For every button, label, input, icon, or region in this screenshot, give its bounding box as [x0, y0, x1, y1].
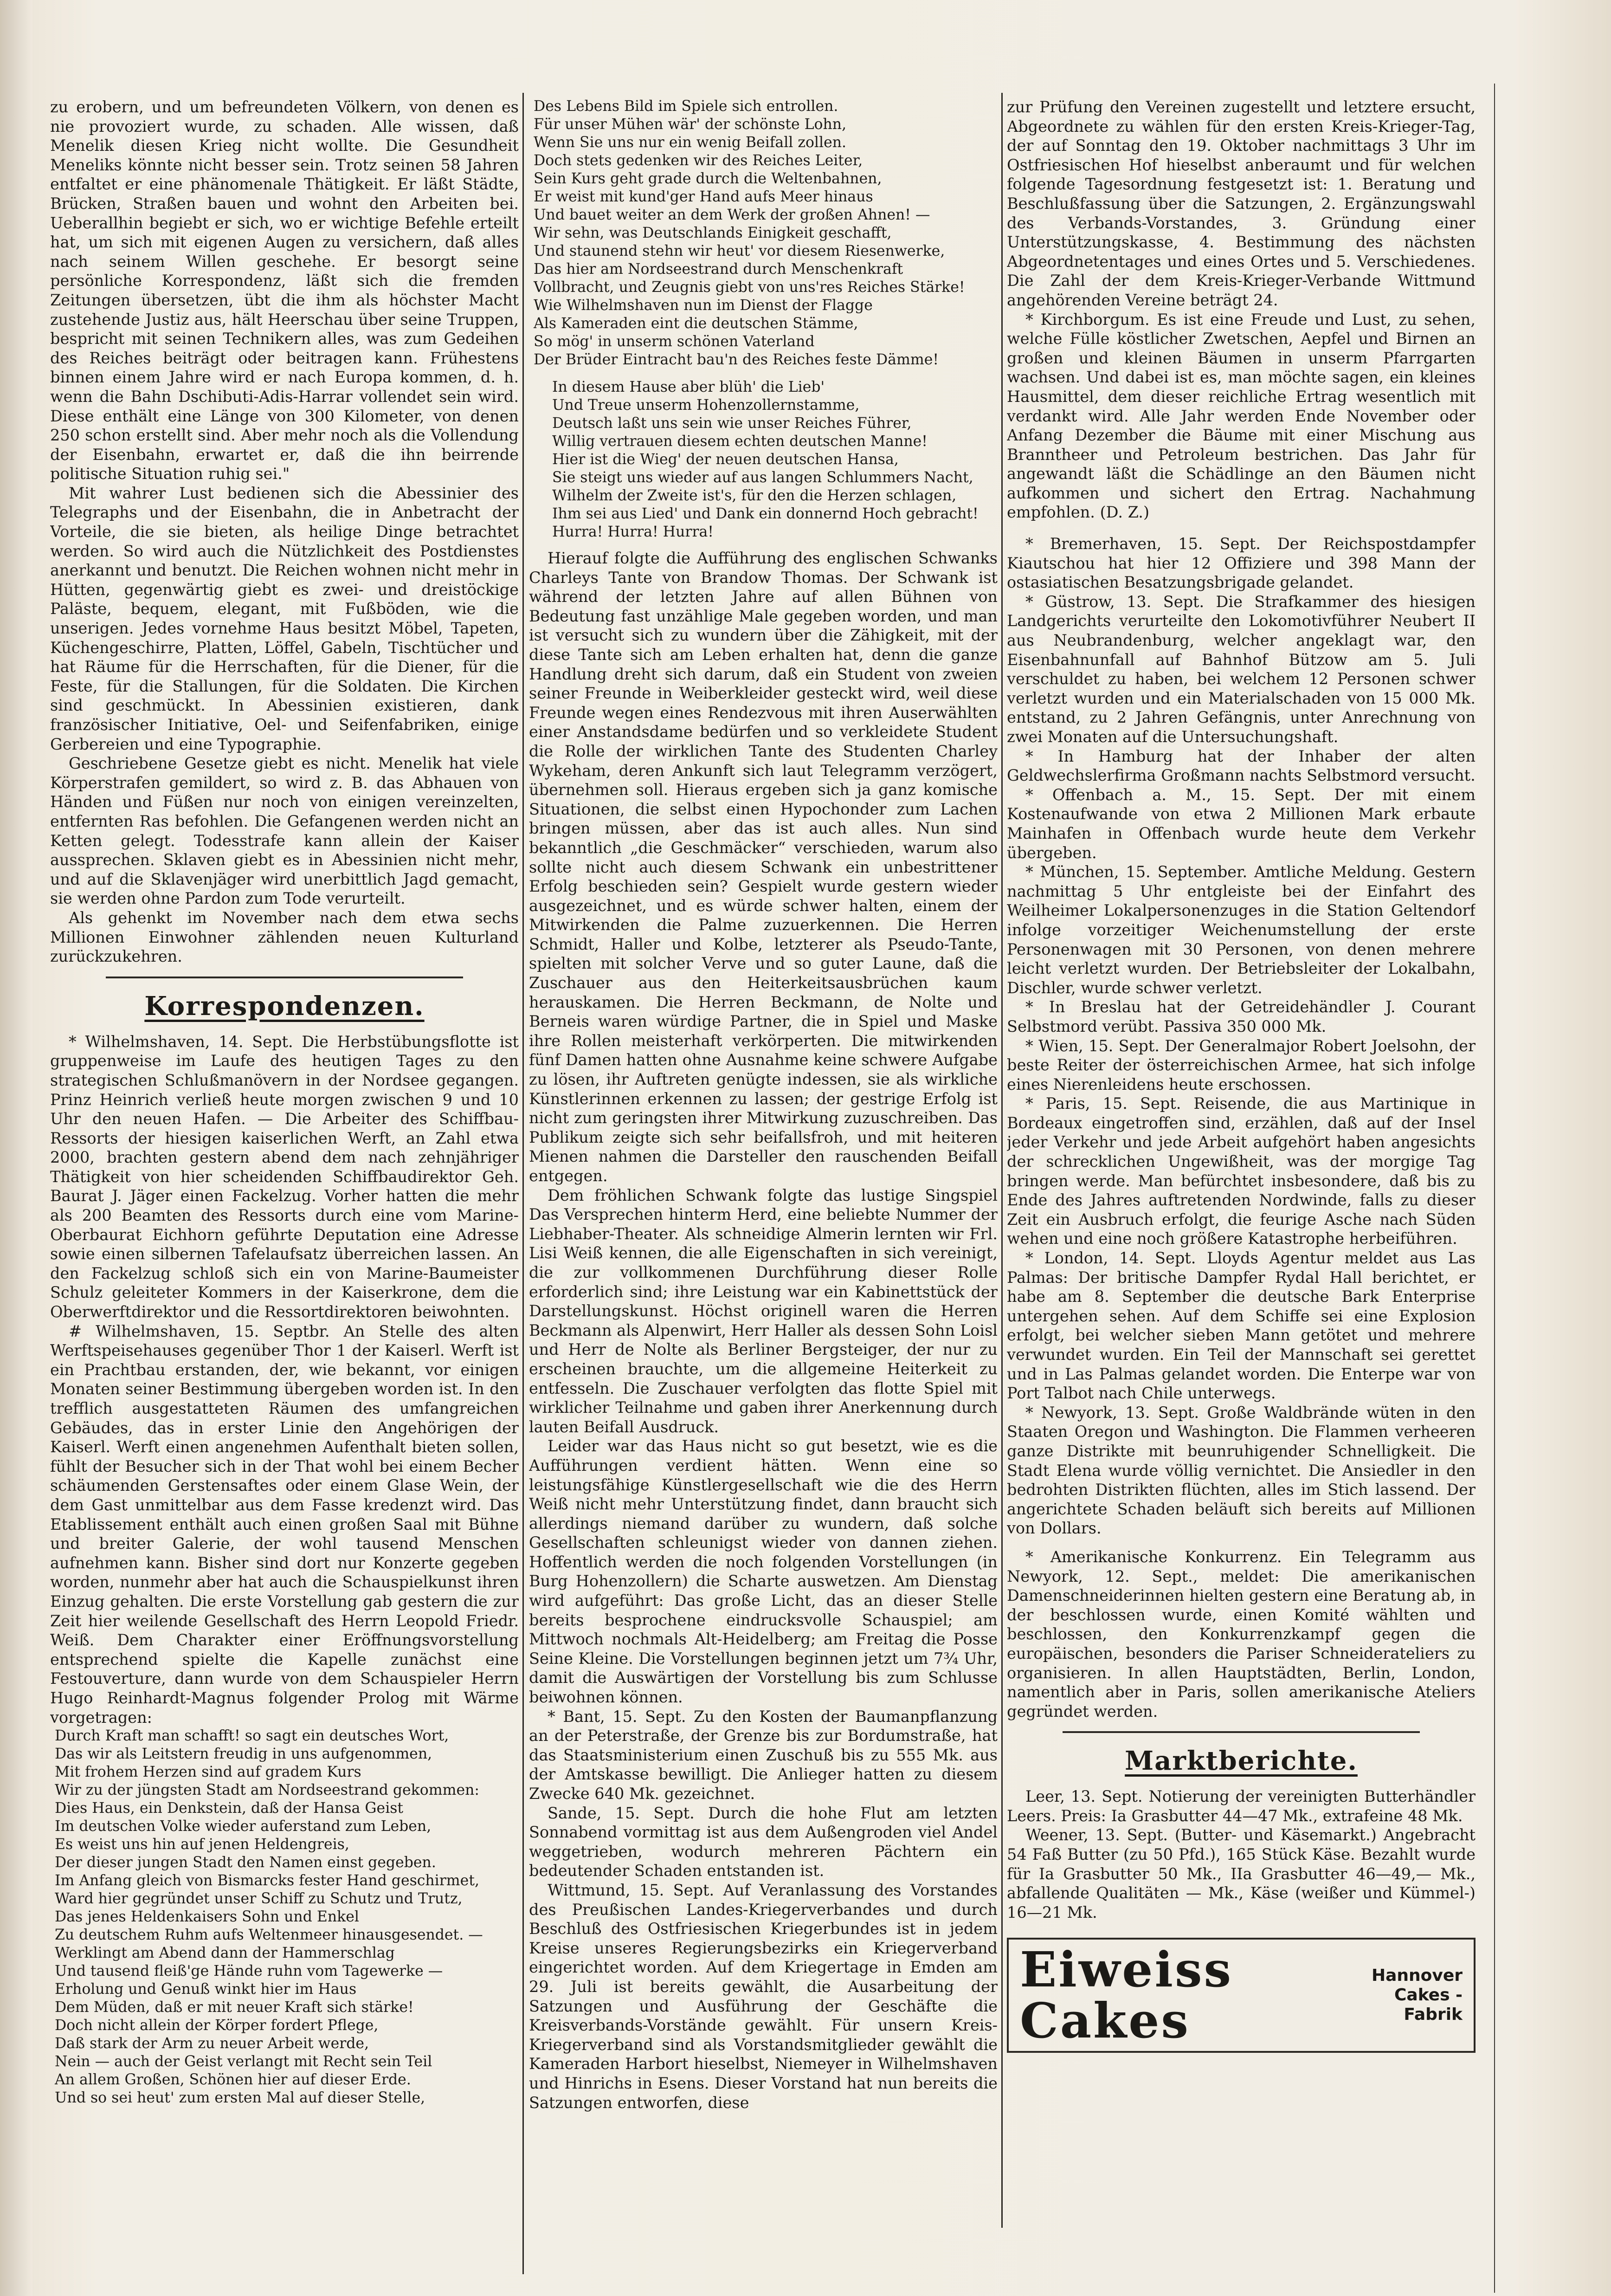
news-item-bremerhaven: * Bremerhaven, 15. Sept. Der Reichspostdampfer Kiautschou hat hier 12 Offiziere und 398 Mann der ostasiatischen Besatzungsbrigade gelandet. — [1007, 535, 1476, 592]
news-item-hamburg: * In Hamburg hat der Inhaber der alten Geldwechslerfirma Großmann nachts Selbstmord versucht. — [1007, 747, 1476, 785]
verse-line: Vollbracht, und Zeugnis giebt von uns'res Reiches Stärke! — [534, 279, 965, 296]
review-charleys-tante: Hierauf folgte die Aufführung des englischen Schwanks Charleys Tante von Brandow Thomas. Der Schwank ist während der letzten Jahre auf allen Bühnen von Bedeutung fast unzählige Male gegeben worden, und man ist versucht sich zu wundern über die Zähigkeit, mit der diese Tante sich am Leben erhalten hat, denn die ganze Handlung dreht sich darum, daß ein Student von zweien seiner Freunde in Weiberkleider gesteckt wird, weil diese Freunde wegen eines Rendezvous mit ihren Auserwählten einer Anstandsdame bedürfen und so verkleidete Student die Rolle der wirklichen Tante des Studenten Charley Wykeham, deren Ankunft sich laut Telegramm verzögert, übernehmen soll. Hieraus ergeben sich ja ganz komische Situationen, die selbst einen Hypochonder zum Lachen bringen müssen, aber das ist auch alles. Nun sind bekanntlich „die Geschmäcker“ verschieden, warum also sollte nicht auch diesem Schwank ein unbestrittener Erfolg beschieden sein? Gespielt wurde gestern wieder ausgezeichnet, und es würde schwer halten, einem der Mitwirkenden die Palme zuzuerkennen. Die Herren Schmidt, Haller und Kolbe, letzterer als Pseudo-Tante, spielten mit solcher Verve und so guter Laune, daß die Zuschauer aus den Heiterkeitsausbrüchen kaum herauskamen. Die Herren Beckmann, de Nolte und Berneis waren würdige Partner, die in Spiel und Maske ihre Rollen meisterhaft verkörperten. Die mitwirkenden fünf Damen hatten ohne Ausnahme keine schwere Aufgabe zu lösen, ihr Auftreten genügte indessen, sie als wirkliche Künstlerinnen erkennen zu lassen; der gestrige Erfolg ist nicht zum geringsten ihrer Mitwirkung zuzuschreiben. Das Publikum zeigte sich sehr beifallsfroh, und mit heiteren Mienen nahmen die Darsteller den rauschenden Beifall entgegen. — [529, 549, 998, 1185]
advertisement-eiweiss-cakes — [1007, 1938, 1476, 2053]
verse-line: Zu deutschem Ruhm aufs Weltenmeer hinausgesendet. — — [55, 1927, 483, 1944]
verse-line: Hurra! Hurra! Hurra! — [552, 524, 714, 540]
verse-line: Als Kameraden eint die deutschen Stämme, — [534, 315, 858, 332]
verse-line: Und staunend stehn wir heut' vor diesem Riesenwerke, — [534, 243, 945, 259]
news-item-guestrow: * Güstrow, 13. Sept. Die Strafkammer des hiesigen Landgerichts verurteilte den Lokomotivführer Neubert II aus Neubrandenburg, welcher angeklagt war, den Eisenbahnunfall auf Bahnhof Bützow am 5. Juli verschuldet zu haben, bei welchem 12 Personen schwer verletzt wurden und ein Materialschaden von 15 000 Mk. entstand, zu 2 Jahren Gefängnis, unter Anrechnung von zwei Monaten auf die Untersuchungshaft. — [1007, 592, 1476, 746]
verse-line: Willig vertrauen diesem echten deutschen Manne! — [552, 433, 928, 450]
verse-line: Erholung und Genuß winkt hier im Haus — [55, 1981, 357, 1998]
verse-line: Doch stets gedenken wir des Reiches Leiter, — [534, 152, 863, 169]
article-paragraph: zu erobern, und um befreundeten Völkern, von denen es nie provoziert wurde, zu schaden. Alle wissen, daß Menelik diesen Krieg nicht wollte. Die Gesundheit Meneliks könnte nicht besser sein. Trotz seinen 58 Jahren entfaltet er eine phänomenale Thätigkeit. Er läßt Städte, Brücken, Straßen bauen und wohnt den Arbeiten bei. Ueberallhin begiebt er sich, wo er wichtige Befehle erteilt hat, um sich mit eigenen Augen zu versichern, daß alles nach seinem Willen geschehe. Er besorgt seine persönliche Korrespondenz, läßt sich die fremden Zeitungen übersetzen, übt die ihm als höchster Macht zustehende Justiz aus, hält Heerschau über seine Truppen, bespricht mit seinen Technikern alles, was zum Gedeihen des Reiches beiträgt oder beitragen kann. Frühestens binnen einem Jahre wird er nach Europa kommen, d. h. wenn die Bahn Dschibuti-Adis-Harrar vollendet sein wird. Diese enthält eine Länge von 300 Kilometer, von denen 250 schon erstellt sind. Aber mehr noch als die Vollendung der Eisenbahn, erwartet er, daß die ihn beirrende politische Situation ruhig sei." — [50, 98, 519, 483]
verse-line: Wir zu der jüngsten Stadt am Nordseestrand gekommen: — [55, 1782, 479, 1799]
article-paragraph: Mit wahrer Lust bedienen sich die Abessinier des Telegraphs und der Eisenbahn, die in Anbetracht der Vorteile, die sie bieten, als heilige Dinge betrachtet werden. So wird auch die Nützlichkeit des Postdienstes anerkannt und benutzt. Die Reichen wohnen nicht mehr in Hütten, gegenwärtig giebt es zwei- und dreistöckige Paläste, bequem, elegant, mit Fußböden, wie die unserigen. Jedes vornehme Haus besitzt Möbel, Tapeten, Küchengeschirre, Platten, Löffel, Gabeln, Tischtücher und hat Räume für die Herrschaften, für die Diener, für die Feste, für die Stallungen, für die Soldaten. Die Kirchen sind geschmückt. In Abessinien existieren, dank französischer Initiative, Oel- und Seifenfabriken, einige Gerbereien und eine Typographie. — [50, 484, 519, 753]
verse-line: Im Anfang gleich von Bismarcks fester Hand geschirmet, — [55, 1872, 479, 1889]
news-item-breslau: * In Breslau hat der Getreidehändler J. Courant Selbstmord verübt. Passiva 350 000 Mk. — [1007, 998, 1476, 1035]
verse-line: Das wir als Leitstern freudig in uns aufgenommen, — [55, 1746, 432, 1763]
verse-line: Der Brüder Eintracht bau'n des Reiches feste Dämme! — [534, 351, 939, 368]
verse-line: Das hier am Nordseestrand durch Menschenkraft — [534, 261, 903, 278]
verse-line: Des Lebens Bild im Spiele sich entrollen. — [534, 98, 838, 115]
news-item-wilhelmshaven-2: # Wilhelmshaven, 15. Septbr. An Stelle des alten Werftspeisehauses gegenüber Thor 1 der Kaiserl. Werft ist ein Prachtbau erstanden, der, wie bekannt, vor einigen Monaten seiner Bestimmung übergeben worden ist. In den trefflich ausgestatteten Räumen des umfangreichen Gebäudes, das in erster Linie den Angehörigen der Kaiserl. Werft einen angenehmen Aufenthalt bieten sollen, fühlt der Besucher sich in der That wohl bei einem Becher schäumenden Gerstensaftes oder einem Glase Wein, der dem Gast unmittelbar aus dem Fasse kredenzt wird. Das Etablissement enthält auch einen großen Saal mit Bühne und breiter Galerie, der wohl tausend Menschen aufnehmen kann. Bisher sind dort nur Konzerte gegeben worden, nunmehr aber hat auch die Schauspielkunst ihren Einzug gehalten. Die erste Vorstellung gab gestern die zur Zeit hier weilende Gesellschaft des Herrn Leopold Friedr. Weiß. Dem Charakter einer Eröffnungsvorstellung entsprechend spielte die Kapelle zunächst eine Festouverture, dann wurde von dem Schauspieler Herrn Hugo Reinhardt-Magnus folgender Prolog mit Wärme vorgetragen: — [50, 1322, 519, 1727]
verse-line: Für unser Mühen wär' der schönste Lohn, — [534, 116, 847, 133]
column-3 — [1007, 97, 1476, 2296]
verse-line: Wenn Sie uns nur ein wenig Beifall zollen. — [534, 134, 847, 151]
article-paragraph: Geschriebene Gesetze giebt es nicht. Menelik hat viele Körperstrafen gemildert, so wird z. B. das Abhauen von Händen und Füßen nur noch von einigen vereinzelten, entfernten Ras befohlen. Die Gefangenen werden nicht an Ketten gelegt. Todesstrafe kann allein der Kaiser aussprechen. Sklaven giebt es in Abessinien nicht mehr, und auf die Sklavenjäger wird unerbittlich Jagd gemacht, sie werden ohne Pardon zum Tode verurteilt. — [50, 754, 519, 908]
verse-line: Mit frohem Herzen sind auf gradem Kurs — [55, 1764, 361, 1781]
section-divider — [106, 977, 463, 978]
ad-city: Hannover — [1371, 1966, 1463, 1986]
verse-line: Es weist uns hin auf jenen Heldengreis, — [55, 1836, 349, 1853]
article-paragraph: zur Prüfung den Vereinen zugestellt und letztere ersucht, Abgeordnete zu wählen für den ersten Kreis-Krieger-Tag, der auf Sonntag den 19. Oktober nachmittags 3 Uhr im Ostfriesischen Hof hieselbst anberaumt und für welchen folgende Tagesordnung festgesetzt ist: 1. Beratung und Beschlußfassung über die Satzungen, 2. Ergänzungswahl des Verbands-Vorstandes, 3. Gründung einer Unterstützungskasse, 4. Bestimmung des nächsten Abgeordnetentages und eines Ortes und 5. Verschiedenes. Die Zahl der dem Kreis-Krieger-Verbande Wittmund angehörenden Vereine beträgt 24. — [1007, 98, 1476, 309]
section-heading-correspondence: Korrespondenzen. — [144, 990, 425, 1022]
verse-line: Sie steigt uns wieder auf aus langen Schlummers Nacht, — [552, 469, 973, 486]
ad-company — [1353, 1966, 1463, 2024]
news-item-kirchborgum: * Kirchborgum. Es ist eine Freude und Lust, zu sehen, welche Fülle köstlicher Zwetschen, Aepfel und Birnen an großen und kleinen Bäumen in unserm Pfarrgarten wachsen. Und dabei ist es, man möchte sagen, ein kleines Hausmittel, dem dieser reichliche Ertrag wesentlich mit verdankt wird. Alle Jahr werden Ende November oder Anfang Dezember die Bäume mit einer Mischung aus Branntheer und Petroleum bestrichen. Das Jahr für angewandt läßt die Schädlinge an den Bäumen nicht aufkommen und sichert den Ertrag. Nachahmung empfohlen. (D. Z.) — [1007, 310, 1476, 522]
verse-line: Doch nicht allein der Körper fordert Pflege, — [55, 2017, 379, 2034]
news-item-london: * London, 14. Sept. Lloyds Agentur meldet aus Las Palmas: Der britische Dampfer Rydal Hall berichtet, er habe am 8. September die deutsche Bark Enterprise untergehen sehen. Auf dem Schiffe sei eine Explosion erfolgt, bei welcher sieben Mann getötet und mehrere verwundet wurden. Ein Teil der Mannschaft sei gerettet und in Las Palmas gelandet worden. Die Enterpe war von Port Talbot nach Chile unterwegs. — [1007, 1249, 1476, 1403]
ad-logo-text: Eiweiss Cakes — [1020, 1941, 1233, 2050]
review-singspiel: Dem fröhlichen Schwank folgte das lustige Singspiel Das Versprechen hinterm Herd, eine beliebte Nummer der Liebhaber-Theater. Als schneidige Almerin lernten wir Frl. Lisi Weiß kennen, die alle Eigenschaften in sich vereinigt, die zur vollkommenen Durchführung dieser Rolle erforderlich sind; ihre Leistung war ein Kabinettstück der Darstellungskunst. Höchst originell waren die Herren Beckmann als Alpenwirt, Herr Haller als dessen Sohn Loisl und Herr de Nolte als Berliner Bergsteiger, der nur zu erscheinen brauchte, um die allgemeine Heiterkeit zu entfesseln. Die Zuschauer verfolgten das flotte Spiel mit wirklicher Teilnahme und gaben ihrer Anerkennung durch lauten Beifall Ausdruck. — [529, 1186, 998, 1436]
verse-line: Und bauet weiter an dem Werk der großen Ahnen! — — [534, 207, 930, 223]
binding-shadow — [0, 0, 32, 2296]
news-item-muenchen: * München, 15. September. Amtliche Meldung. Gestern nachmittag 5 Uhr entgleiste bei der Einfahrt des Weilheimer Lokalpersonenzuges in die Station Geltendorf infolge vorzeitiger Weichenumstellung der erste Personenwagen mit 30 Personen, von denen mehrere leicht verletzt wurden. Der Betriebsleiter der Lokalbahn, Dischler, wurde schwer verletzt. — [1007, 863, 1476, 997]
article-paragraph: Als gehenkt im November nach dem etwa sechs Millionen Einwohner zählenden neuen Kulturland zurückzukehren. — [50, 908, 519, 966]
column-rule-2 — [1001, 93, 1003, 2228]
verse-line: Dem Müden, daß er mit neuer Kraft sich stärke! — [55, 1999, 414, 2016]
verse-line: Wilhelm der Zweite ist's, für den die Herzen schlagen, — [552, 487, 957, 504]
news-item-wittmund: Wittmund, 15. Sept. Auf Veranlassung des Vorstandes des Preußischen Landes-Kriegerverbandes und durch Beschluß des Ostfriesischen Kriegerbundes ist in jedem Kreise unseres Regierungsbezirks ein Kriegerverband eingerichtet worden. Auf dem Kriegertage in Emden am 29. Juli ist bereits gewählt, die Ausarbeitung der Satzungen und Ausführung der Geschäfte die Kreisverbands-Vorstände gewählt. Für unsern Kreis-Kriegerverband sind als Vorstandsmitglieder gewählt die Kameraden Harbort hieselbst, Niemeyer in Wilhelmshaven und Hinrichs in Esens. Dieser Vorstand hat nun bereits die Satzungen entworfen, diese — [529, 1881, 998, 2112]
verse-line: Ihm sei aus Lied' und Dank ein donnernd Hoch gebracht! — [552, 505, 979, 522]
column-1 — [50, 97, 519, 2296]
review-attendance: Leider war das Haus nicht so gut besetzt, wie es die Aufführungen verdient hätten. Wenn eine so leistungsfähige Künstlergesellschaft wie die des Herrn Weiß nicht mehr Unterstützung findet, dann braucht sich allerdings niemand darüber zu wundern, daß solche Gesellschaften schleunigst wieder von dannen ziehen. Hoffentlich werden die noch folgenden Vorstellungen (in Burg Hohenzollern) die Scharte auswetzen. Am Dienstag wird aufgeführt: Das große Licht, das an dieser Stelle bereits besprochene eindrucksvolle Schauspiel; am Mittwoch nochmals Alt-Heidelberg; am Freitag die Posse Seine Kleine. Die Vorstellungen beginnen jetzt um 7¾ Uhr, damit die Auswärtigen der Vorstellung bis zum Schlusse beiwohnen können. — [529, 1437, 998, 1707]
verse-line: Wie Wilhelmshaven nun im Dienst der Flagge — [534, 297, 873, 314]
news-item-american-competition: * Amerikanische Konkurrenz. Ein Telegramm aus Newyork, 12. Sept., meldet: Die amerikanischen Damenschneiderinnen hielten gestern eine Beratung ab, in der beschlossen wurde, einen Komité wählten und beschlossen, den Konkurrenzkampf gegen die europäischen, besonders die Pariser Schneiderateliers zu organisieren. In allen Hauptstädten, Berlin, London, namentlich aber in Paris, sollen amerikanische Ateliers gegründet werden. — [1007, 1547, 1476, 1720]
prolog-verse-final — [529, 378, 998, 541]
verse-line: Und Treue unserm Hohenzollernstamme, — [552, 397, 860, 414]
verse-line: Und so sei heut' zum ersten Mal auf dieser Stelle, — [55, 2089, 425, 2107]
market-weener: Weener, 13. Sept. (Butter- und Käsemarkt.) Angebracht 54 Faß Butter (zu 50 Pfd.), 165 Stück Käse. Bezahlt wurde für Ia Grasbutter 50 Mk., IIa Grasbutter 46—49,— Mk., abfallende Qualitäten — Mk., Käse (weißer und Kümmel-) 16—21 Mk. — [1007, 1826, 1476, 1921]
news-item-wilhelmshaven-1: * Wilhelmshaven, 14. Sept. Die Herbstübungsflotte ist gruppenweise im Laufe des heutigen Tages zu den strategischen Schlußmanövern in der Nordsee gegangen. Prinz Heinrich verließ heute morgen zwischen 9 und 10 Uhr den neuen Hafen. — Die Arbeiter des Schiffbau-Ressorts der hiesigen kaiserlichen Werft, an Zahl etwa 2000, brachten gestern abend dem nach zehnjähriger Thätigkeit von hier scheidenden Schiffbaudirektor Geh. Baurat J. Jäger einen Fackelzug. Vorher hatten die mehr als 200 Beamten des Ressorts durch eine vom Marine-Oberbaurat Eichhorn geführte Deputation eine Adresse sowie einen silbernen Tafelaufsatz überreichen lassen. An den Fackelzug schloß sich ein von Marine-Baumeister Schulz geleiteter Kommers in der Kaiserkrone, dem die Oberwerftdirektor und die Ressortdirektoren beiwohnten. — [50, 1032, 519, 1321]
page-edge-rule — [1494, 84, 1495, 2293]
verse-line: Hier ist die Wieg' der neuen deutschen Hansa, — [552, 451, 899, 468]
verse-line: Durch Kraft man schafft! so sagt ein deutsches Wort, — [55, 1727, 449, 1745]
section-heading-market-reports: Marktberichte. — [1125, 1746, 1358, 1777]
market-leer: Leer, 13. Sept. Notierung der vereinigten Butterhändler Leers. Preis: Ia Grasbutter 44—47 Mk., extrafeine 48 Mk. — [1007, 1787, 1476, 1825]
verse-line: Sein Kurs geht grade durch die Weltenbahnen, — [534, 170, 882, 187]
verse-line: Das jenes Heldenkaisers Sohn und Enkel — [55, 1908, 359, 1926]
news-item-wien: * Wien, 15. Sept. Der Generalmajor Robert Joelsohn, der beste Reiter der österreichischen Armee, hat sich infolge eines Nierenleidens heute erschossen. — [1007, 1036, 1476, 1093]
verse-line: Und tausend fleiß'ge Hände ruhn vom Tagewerke — — [55, 1963, 443, 1980]
news-item-sande: Sande, 15. Sept. Durch die hohe Flut am letzten Sonnabend vormittag ist aus dem Außengroden viel Andel weggetrieben, wodurch mehreren Pächtern ein bedeutender Schaden entstanden ist. — [529, 1804, 998, 1880]
verse-line: Nein — auch der Geist verlangt mit Recht sein Teil — [55, 2053, 432, 2070]
verse-line: Daß stark der Arm zu neuer Arbeit werde, — [55, 2035, 369, 2052]
column-2 — [529, 97, 998, 2296]
verse-line: Deutsch laßt uns sein wie unser Reiches Führer, — [552, 415, 912, 432]
column-rule-1 — [522, 93, 524, 2274]
verse-line: Im deutschen Volke wieder auferstand zum Leben, — [55, 1818, 432, 1835]
section-divider — [1063, 1731, 1420, 1733]
verse-line: So mög' in unserm schönen Vaterland — [534, 333, 815, 350]
prolog-verse — [50, 1727, 519, 2107]
verse-line: Dies Haus, ein Denkstein, daß der Hansa Geist — [55, 1800, 404, 1817]
verse-line: In diesem Hause aber blüh' die Lieb' — [552, 379, 825, 395]
verse-line: Werklingt am Abend dann der Hammerschlag — [55, 1945, 395, 1962]
verse-line: Er weist mit kund'ger Hand aufs Meer hinaus — [534, 188, 873, 205]
verse-line: Der dieser jungen Stadt den Namen einst gegeben. — [55, 1854, 436, 1871]
news-item-offenbach: * Offenbach a. M., 15. Sept. Der mit einem Kostenaufwande von etwa 2 Millionen Mark erbaute Mainhafen in Offenbach wurde heute dem Verkehr übergeben. — [1007, 785, 1476, 862]
prolog-verse-continued — [529, 97, 998, 369]
ad-factory: Cakes - Fabrik — [1394, 1986, 1463, 2024]
verse-line: Wir sehn, was Deutschlands Einigkeit geschafft, — [534, 225, 892, 241]
verse-line: An allem Großen, Schönen hier auf dieser Erde. — [55, 2071, 411, 2089]
verse-line: Ward hier gegründet unser Schiff zu Schutz und Trutz, — [55, 1890, 463, 1908]
news-item-bant: * Bant, 15. Sept. Zu den Kosten der Baumanpflanzung an der Peterstraße, der Grenze bis zur Bordumstraße, hat das Staatsministerium einen Zuschuß bis zu 555 Mk. aus der Amtskasse bewilligt. Die Anlieger hatten zu diesem Zwecke 640 Mk. gezeichnet. — [529, 1707, 998, 1803]
news-item-newyork: * Newyork, 13. Sept. Große Waldbrände wüten in den Staaten Oregon und Washington. Die Flammen verheeren ganze Distrikte mit beunruhigender Schnelligkeit. Die Stadt Elena wurde völlig vernichtet. Die Ansiedler in den bedrohten Distrikten flüchten, alles im Stich lassend. Der angerichtete Schaden beläuft sich bereits auf Millionen von Dollars. — [1007, 1403, 1476, 1538]
news-item-paris: * Paris, 15. Sept. Reisende, die aus Martinique in Bordeaux eingetroffen sind, erzählen, daß auf der Insel jeder Verkehr und jede Arbeit aufgehört haben angesichts der schrecklichen Ungewißheit, was der morgige Tag bringen werde. Man befürchtet insbesondere, daß bis zu Ende des Jahres auftretenden Nordwinde, falls zu dieser Zeit ein Ausbruch erfolgt, die feurige Asche nach Süden wehen und eine noch größere Katastrophe herbeiführen. — [1007, 1094, 1476, 1248]
